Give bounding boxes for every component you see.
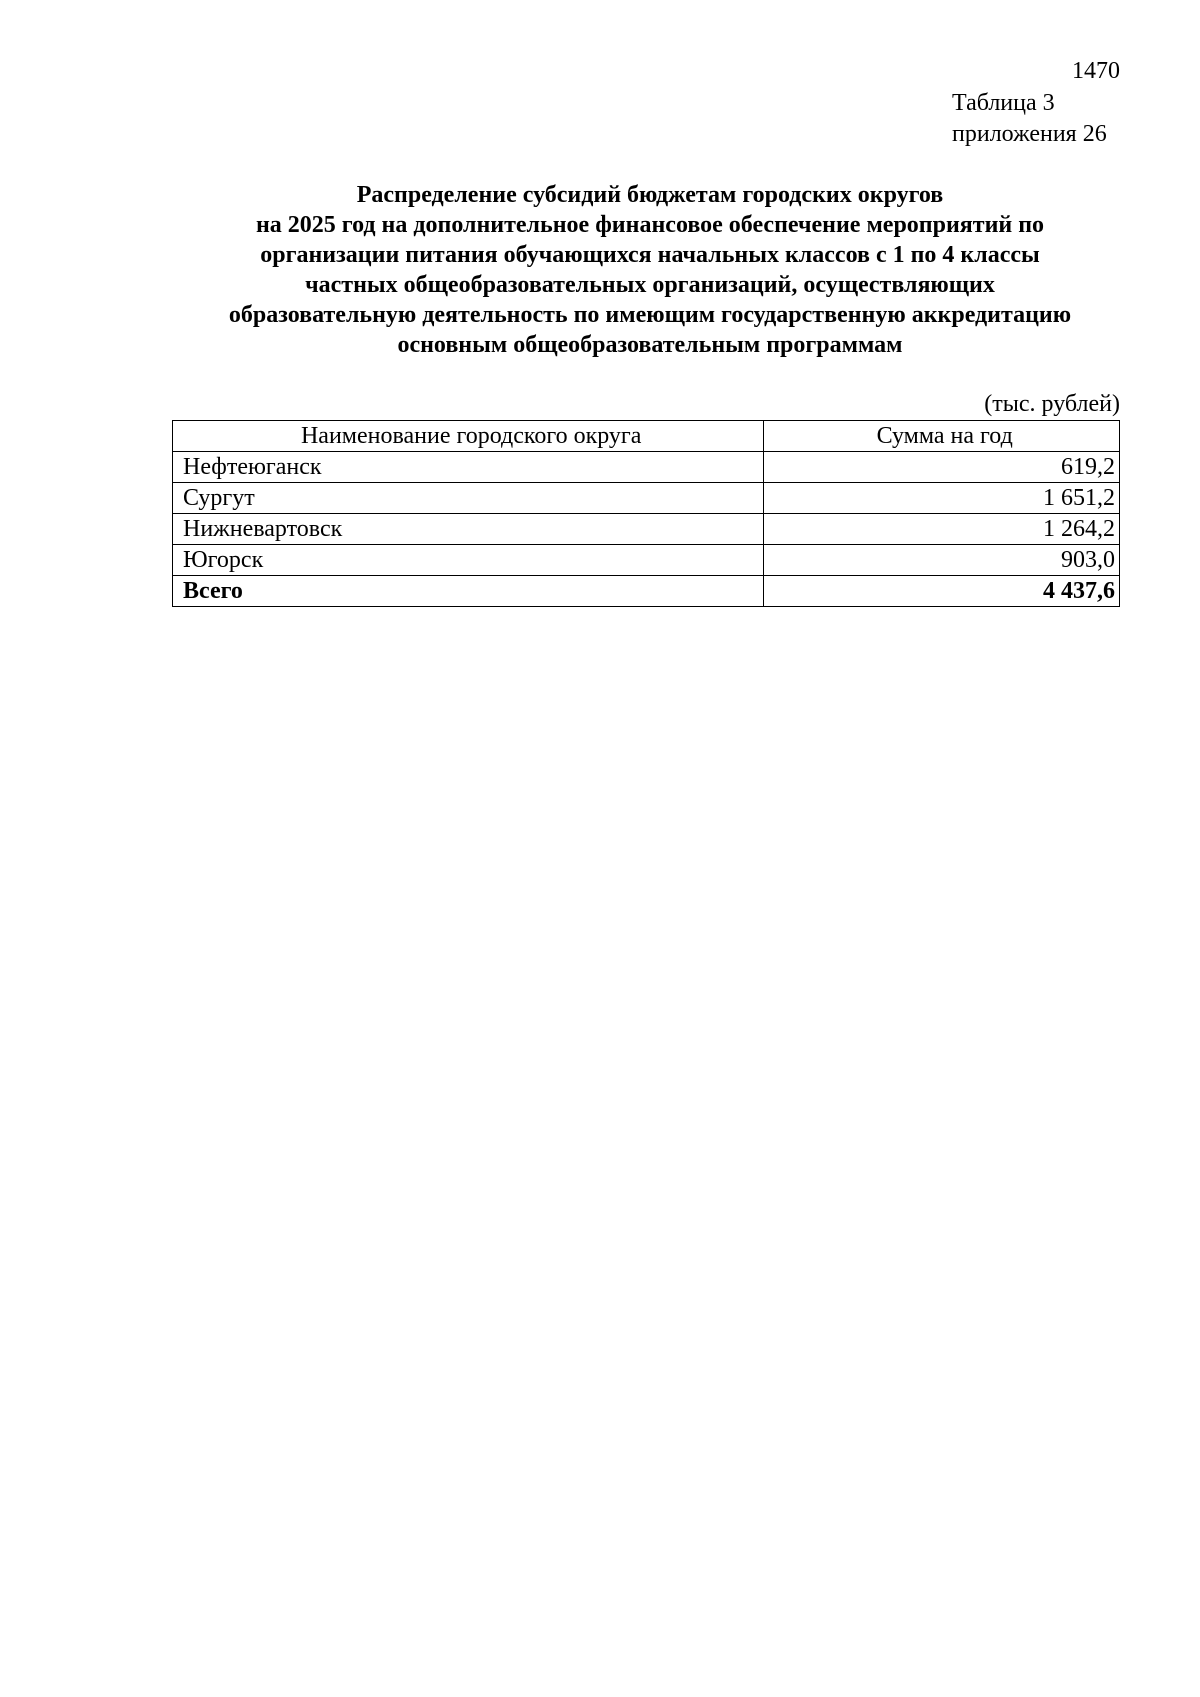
table-row bbox=[173, 483, 1120, 514]
table-header-row bbox=[173, 421, 1120, 452]
title-line-5: образовательную деятельность по имеющим государственную аккредитацию bbox=[228, 302, 1072, 328]
total-label: Всего bbox=[173, 576, 764, 607]
title-line-3: организации питания обучающихся начальных классов с 1 по 4 классы bbox=[260, 242, 1040, 268]
district-name: Нефтеюганск bbox=[173, 452, 764, 483]
table-row bbox=[173, 514, 1120, 545]
table-row bbox=[173, 545, 1120, 576]
district-amount: 1 651,2 bbox=[764, 483, 1120, 514]
header-district-name: Наименование городского округа bbox=[173, 421, 764, 452]
page-number: 1470 bbox=[1072, 58, 1120, 84]
district-name: Сургут bbox=[173, 483, 764, 514]
district-amount: 1 264,2 bbox=[764, 514, 1120, 545]
district-amount: 903,0 bbox=[764, 545, 1120, 576]
district-name: Югорск bbox=[173, 545, 764, 576]
table-ref-line-2: приложения 26 bbox=[952, 121, 1107, 147]
district-name: Нижневартовск bbox=[173, 514, 764, 545]
title-line-4: частных общеобразовательных организаций, осуществляющих bbox=[305, 272, 995, 298]
table-ref-line-1: Таблица 3 bbox=[952, 90, 1055, 116]
title-line-2: на 2025 год на дополнительное финансовое обеспечение мероприятий по bbox=[255, 212, 1045, 238]
table-total-row bbox=[173, 576, 1120, 607]
total-amount: 4 437,6 bbox=[764, 576, 1120, 607]
title-line-6: основным общеобразовательным программам bbox=[397, 332, 903, 358]
table-row bbox=[173, 452, 1120, 483]
document-title bbox=[160, 180, 1140, 360]
subsidy-table bbox=[172, 420, 1120, 607]
district-amount: 619,2 bbox=[764, 452, 1120, 483]
header-annual-amount: Сумма на год bbox=[764, 421, 1120, 452]
units-note: (тыс. рублей) bbox=[984, 391, 1120, 417]
table-reference bbox=[952, 88, 1107, 150]
title-line-1: Распределение субсидий бюджетам городских округов bbox=[356, 182, 944, 208]
